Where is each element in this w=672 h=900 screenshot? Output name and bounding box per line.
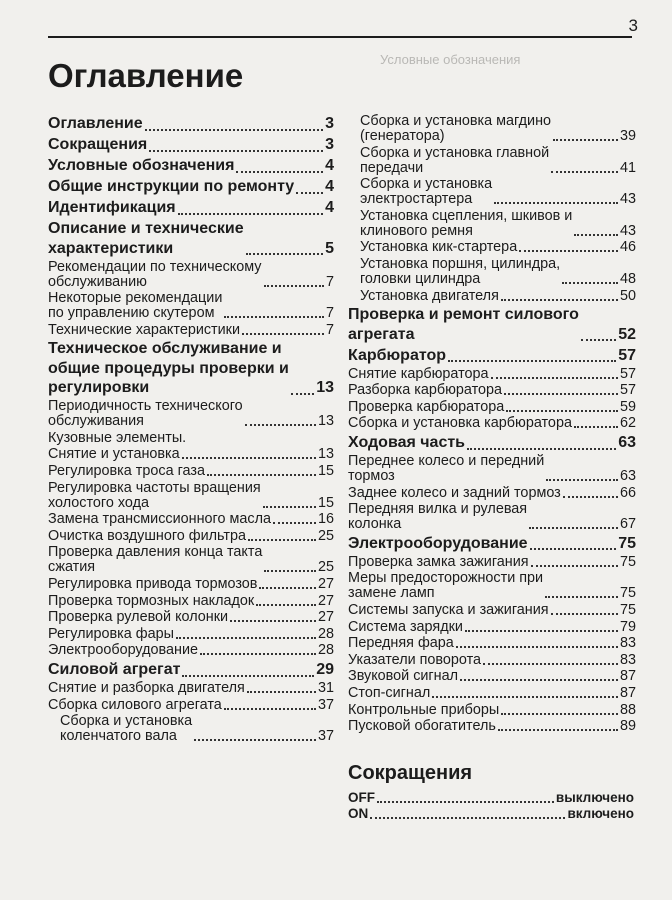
toc-entry-title: Сокращения <box>48 136 148 153</box>
toc-entry-page: 89 <box>619 718 636 735</box>
toc-entry <box>348 383 636 398</box>
dot-leader <box>460 679 618 681</box>
toc-entry-title: Стоп-сигнал <box>348 684 431 701</box>
toc-entry-page: 7 <box>325 273 334 290</box>
toc-entry-page: 59 <box>619 398 636 415</box>
toc-entry-page: 37 <box>317 728 334 745</box>
dot-leader <box>224 708 316 710</box>
toc-entry-title: Силовой агрегат <box>48 661 181 678</box>
dot-leader <box>551 613 618 615</box>
dot-leader <box>498 729 618 731</box>
toc-entry-title: Регулировка фары <box>48 625 174 642</box>
toc-entry-title: Оглавление <box>48 115 143 132</box>
toc-entry-title: Кузовные элементы. <box>48 429 187 446</box>
toc-entry <box>48 660 334 680</box>
dot-leader <box>207 474 316 476</box>
toc-entry-page: 57 <box>619 365 636 382</box>
toc-entry-title: Сборка силового агрегата <box>48 696 222 713</box>
toc-entry <box>48 481 334 511</box>
toc-entry-title: Электрооборудование <box>348 534 528 552</box>
toc-entry-page: 3 <box>325 136 334 153</box>
abbreviation-row <box>348 806 634 822</box>
toc-entry-page: 75 <box>619 553 636 570</box>
toc-entry-page: 29 <box>316 661 334 678</box>
toc-entry <box>48 698 334 713</box>
toc-entry <box>48 643 334 658</box>
dot-leader <box>182 675 314 677</box>
toc-entry <box>348 454 636 484</box>
dot-leader <box>491 377 618 379</box>
toc-entry-title: Проверка замка зажигания <box>348 553 529 570</box>
toc-entry <box>348 257 636 287</box>
toc-entry <box>348 669 636 684</box>
toc-entry <box>48 577 334 592</box>
toc-entry <box>348 534 636 554</box>
toc-entry-page: 25 <box>317 559 334 576</box>
toc-entry-title: Переднее колесо и передний тормоз <box>348 453 545 485</box>
toc-entry <box>348 305 636 344</box>
toc-entry-title: Снятие и установка <box>48 446 180 463</box>
toc-entry <box>48 198 334 218</box>
toc-entry-page: 5 <box>325 239 334 257</box>
toc-entry-title: Снятие карбюратора <box>348 365 489 382</box>
dot-leader <box>531 565 618 567</box>
toc-entry <box>48 627 334 642</box>
toc-entry-title: Система зарядки <box>348 618 463 635</box>
toc-entry <box>48 323 334 338</box>
dot-leader <box>263 506 316 508</box>
toc-entry-page: 25 <box>317 527 334 544</box>
toc-entry-page: 57 <box>618 346 636 364</box>
toc-entry-title: Заднее колесо и задний тормоз <box>348 484 561 501</box>
toc-entry-page: 27 <box>317 592 334 609</box>
toc-entry <box>48 714 334 744</box>
toc-entry-page: 31 <box>317 680 334 696</box>
toc-entry-page: 75 <box>619 585 636 602</box>
toc-entry <box>48 594 334 609</box>
toc-entry-title: Системы запуска и зажигания <box>348 602 549 618</box>
bleed-through-text: Условные обозначения <box>380 52 521 67</box>
dot-leader <box>246 253 323 255</box>
toc-entry-title: Разборка карбюратора <box>348 382 503 399</box>
toc-entry-title: Сборка и установка магдино (генератора) <box>360 113 552 144</box>
dot-leader <box>553 139 618 141</box>
toc-entry <box>48 156 334 176</box>
toc-entry <box>48 219 334 258</box>
dot-leader <box>465 630 618 632</box>
toc-entry <box>348 240 636 255</box>
dot-leader <box>581 339 616 341</box>
toc-entry-page: 66 <box>619 484 636 501</box>
dot-leader <box>178 213 323 215</box>
toc-entry-page: 50 <box>619 287 636 304</box>
toc-entry-title: Технические характеристики <box>48 321 241 338</box>
dot-leader <box>501 299 618 301</box>
dot-leader <box>448 360 616 362</box>
toc-entry-title: Сборка и установка главной передачи <box>360 144 550 176</box>
dot-leader <box>467 448 616 450</box>
toc-entry-title: Проверка рулевой колонки <box>48 609 229 626</box>
toc-entry <box>48 339 334 398</box>
dot-leader <box>546 479 618 481</box>
toc-right-column <box>348 114 636 736</box>
toc-entry-title: Передняя вилка и рулевая колонка <box>348 501 528 533</box>
toc-entry-page: 39 <box>619 128 636 144</box>
dot-leader <box>149 150 323 152</box>
dot-leader <box>291 393 314 395</box>
toc-entry <box>48 464 334 479</box>
dot-leader <box>259 587 316 589</box>
dot-leader <box>230 620 316 622</box>
dot-leader <box>494 202 618 204</box>
toc-entry-page: 63 <box>619 468 636 485</box>
toc-entry-title: Установка поршня, цилиндра, головки цилиндра <box>360 255 561 287</box>
toc-entry-page: 57 <box>619 382 636 399</box>
abbreviation-term: ON <box>348 806 369 821</box>
toc-entry <box>48 545 334 575</box>
toc-entry <box>348 416 636 431</box>
page-title: Оглавление <box>48 57 244 94</box>
toc-entry-title: Снятие и разборка двигателя <box>48 680 245 696</box>
toc-entry <box>348 146 636 176</box>
dot-leader <box>530 548 617 550</box>
toc-entry-page: 13 <box>317 413 334 430</box>
dot-leader <box>264 570 316 572</box>
toc-entry-title: Регулировка частоты вращения холостого хода <box>48 479 261 511</box>
toc-entry-title: Проверка тормозных накладок <box>48 592 255 609</box>
toc-entry-page: 88 <box>619 701 636 718</box>
toc-entry <box>48 610 334 625</box>
toc-entry-page: 4 <box>325 199 334 216</box>
toc-entry-page: 83 <box>619 635 636 652</box>
toc-entry-title: Общие инструкции по ремонту <box>48 178 295 195</box>
toc-entry <box>48 291 334 321</box>
dot-leader <box>377 801 554 803</box>
toc-entry-title: Сборка и установка коленчатого вала <box>60 713 193 745</box>
dot-leader <box>551 171 618 173</box>
toc-entry-page: 43 <box>619 191 636 208</box>
toc-entry <box>48 512 334 527</box>
toc-entry-page: 15 <box>317 494 334 511</box>
dot-leader <box>242 333 324 335</box>
toc-entry-title: Проверка карбюратора <box>348 398 505 415</box>
toc-entry <box>348 114 636 144</box>
toc-entry-page: 13 <box>317 446 334 463</box>
toc-entry-page: 27 <box>317 609 334 626</box>
toc-entry-title: Установка сцепления, шкивов и клинового ремня <box>360 207 573 239</box>
toc-entry <box>48 114 334 134</box>
toc-entry <box>48 431 334 446</box>
toc-entry-title: Замена трансмиссионного масла <box>48 511 271 528</box>
dot-leader <box>504 393 618 395</box>
dot-leader <box>182 457 316 459</box>
toc-entry-page: 4 <box>325 157 334 174</box>
toc-entry <box>48 529 334 544</box>
dot-leader <box>432 696 618 698</box>
toc-entry <box>348 719 636 734</box>
toc-entry <box>48 260 334 290</box>
dot-leader <box>563 496 618 498</box>
abbreviations-title: Сокращения <box>348 762 473 784</box>
toc-entry <box>348 653 636 668</box>
toc-entry <box>48 177 334 197</box>
dot-leader <box>574 234 618 236</box>
dot-leader <box>519 250 618 252</box>
toc-entry-page: 87 <box>619 684 636 701</box>
toc-entry-title: Указатели поворота <box>348 651 482 668</box>
dot-leader <box>370 817 565 819</box>
toc-entry-page: 7 <box>325 321 334 338</box>
dot-leader <box>245 424 316 426</box>
dot-leader <box>506 410 618 412</box>
toc-entry-title: Условные обозначения <box>48 157 235 174</box>
toc-entry-page: 43 <box>619 222 636 239</box>
toc-entry-title: Регулировка привода тормозов <box>48 576 258 593</box>
toc-entry <box>48 135 334 155</box>
dot-leader <box>145 129 323 131</box>
toc-entry-page: 52 <box>618 325 636 343</box>
dot-leader <box>529 527 618 529</box>
toc-entry-page: 46 <box>619 239 636 256</box>
toc-entry-page: 67 <box>619 516 636 533</box>
toc-entry-title: Контрольные приборы <box>348 701 500 718</box>
toc-entry-title: Установка кик-стартера <box>360 239 518 256</box>
toc-entry <box>348 620 636 635</box>
toc-entry <box>348 603 636 618</box>
toc-entry-page: 4 <box>325 178 334 195</box>
abbreviation-meaning: выключено <box>555 790 634 805</box>
toc-entry <box>348 555 636 570</box>
toc-entry <box>348 209 636 239</box>
toc-entry-page: 27 <box>317 576 334 593</box>
dot-leader <box>273 522 316 524</box>
toc-entry-page: 16 <box>317 511 334 528</box>
toc-entry <box>348 367 636 382</box>
toc-entry-title: Звуковой сигнал <box>348 668 459 685</box>
toc-entry-page: 15 <box>317 463 334 480</box>
toc-entry-title: Карбюратор <box>348 346 447 364</box>
toc-entry-title: Электрооборудование <box>48 642 199 659</box>
dot-leader <box>501 713 618 715</box>
abbreviations-list <box>348 790 634 822</box>
toc-entry-page: 75 <box>619 602 636 618</box>
toc-entry <box>48 681 334 696</box>
toc-left-column <box>48 114 334 746</box>
toc-entry-page: 63 <box>618 434 636 452</box>
toc-entry-page: 28 <box>317 642 334 659</box>
toc-entry-page: 28 <box>317 625 334 642</box>
dot-leader <box>562 282 618 284</box>
toc-entry-title: Ходовая часть <box>348 434 466 452</box>
toc-entry-title: Меры предосторожности при замене ламп <box>348 570 544 602</box>
toc-entry-title: Рекомендации по техническому обслуживанию <box>48 258 262 290</box>
dot-leader <box>247 691 316 693</box>
toc-entry-title: Очистка воздушного фильтра <box>48 527 247 544</box>
toc-entry <box>348 686 636 701</box>
abbreviation-row <box>348 790 634 806</box>
dot-leader <box>248 539 316 541</box>
toc-entry-title: Сборка и установка карбюратора <box>348 415 572 432</box>
toc-entry <box>348 502 636 532</box>
toc-entry <box>348 289 636 304</box>
dot-leader <box>200 653 316 655</box>
dot-leader <box>296 192 323 194</box>
toc-entry-page: 7 <box>325 305 334 322</box>
dot-leader <box>483 663 618 665</box>
toc-entry-page: 87 <box>619 668 636 685</box>
dot-leader <box>236 171 323 173</box>
toc-entry-title: Проверка давления конца такта сжатия <box>48 544 263 576</box>
page-number: 3 <box>628 16 638 35</box>
toc-entry-title: Регулировка троса газа <box>48 463 205 480</box>
toc-entry-title: Пусковой обогатитель <box>348 718 496 735</box>
toc-entry-title: Описание и технические характеристики <box>48 220 244 257</box>
toc-entry-page: 37 <box>317 696 334 713</box>
toc-entry <box>348 703 636 718</box>
toc-entry <box>48 447 334 462</box>
toc-entry-title: Проверка и ремонт силового агрегата <box>348 306 579 343</box>
toc-entry <box>48 399 334 429</box>
toc-entry <box>348 400 636 415</box>
toc-entry <box>348 433 636 453</box>
toc-entry <box>348 636 636 651</box>
toc-entry-page: 13 <box>316 379 334 397</box>
toc-entry-page: 75 <box>618 534 636 552</box>
toc-entry-title: Сборка и установка электростартера <box>360 176 493 208</box>
header-rule <box>48 36 632 38</box>
dot-leader <box>264 285 324 287</box>
dot-leader <box>224 316 324 318</box>
toc-entry-title: Некоторые рекомендации по управлению скутером <box>48 290 223 322</box>
toc-entry-page: 3 <box>325 115 334 132</box>
toc-entry-page: 83 <box>619 651 636 668</box>
toc-entry-page: 48 <box>619 270 636 287</box>
dot-leader <box>456 646 618 648</box>
dot-leader <box>194 739 316 741</box>
toc-entry-page: 41 <box>619 159 636 176</box>
toc-entry-page: 79 <box>619 618 636 635</box>
dot-leader <box>545 596 618 598</box>
dot-leader <box>176 637 316 639</box>
toc-entry-title: Установка двигателя <box>360 287 499 304</box>
dot-leader <box>256 604 316 606</box>
toc-entry <box>348 571 636 601</box>
toc-entry <box>348 486 636 501</box>
toc-entry-title: Периодичность технического обслуживания <box>48 398 243 430</box>
toc-entry-title: Передняя фара <box>348 635 454 652</box>
dot-leader <box>574 426 618 428</box>
toc-entry-page: 62 <box>619 415 636 432</box>
toc-entry-title: Идентификация <box>48 199 176 216</box>
toc-entry-title: Техническое обслуживание и общие процедуры проверки и регулировки <box>48 340 289 397</box>
toc-entry <box>348 177 636 207</box>
abbreviation-term: OFF <box>348 790 375 805</box>
abbreviation-meaning: включено <box>567 806 634 821</box>
toc-entry <box>348 346 636 366</box>
